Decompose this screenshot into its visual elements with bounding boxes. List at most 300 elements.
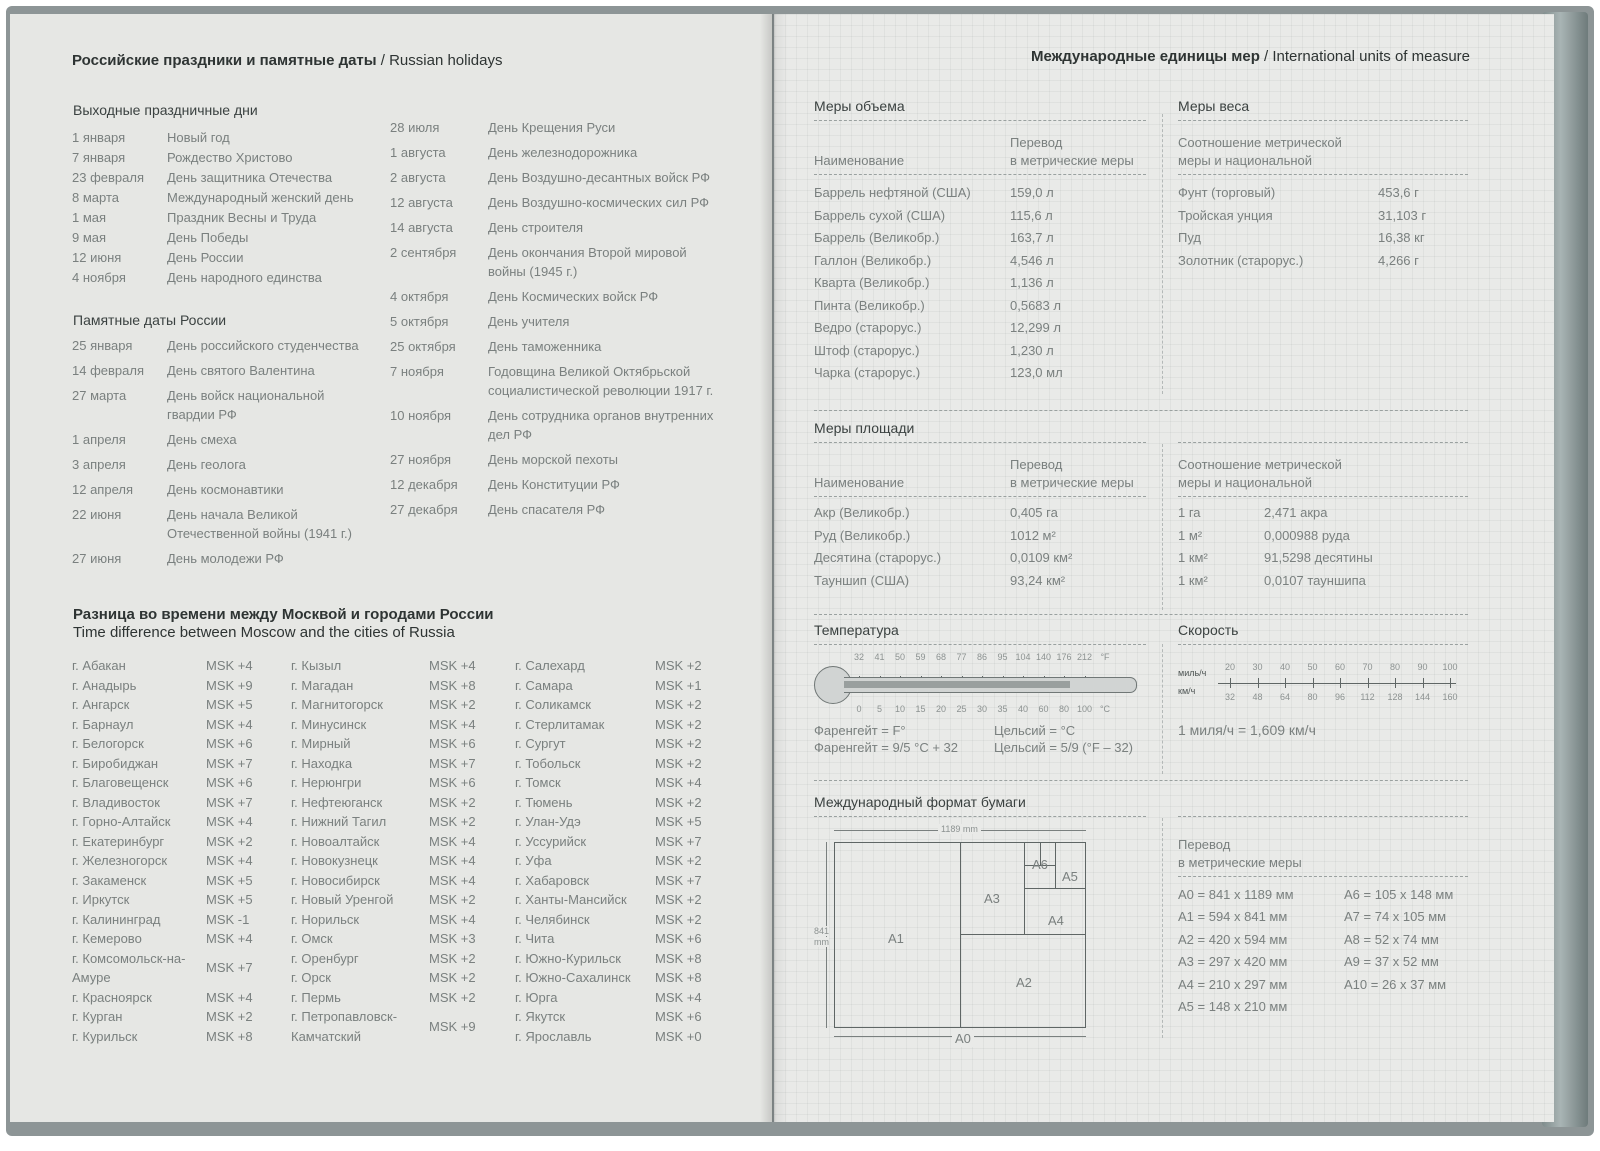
- a0-label: A0: [952, 1030, 974, 1047]
- f-tick-label: 59: [915, 652, 926, 662]
- table-row: [515, 773, 702, 793]
- time-diff-heading-ru: Разница во времени между Москвой и городами России: [73, 606, 494, 623]
- cell: День молодежи РФ: [167, 551, 284, 566]
- table-row: [291, 1007, 476, 1046]
- a4-label: A4: [1048, 913, 1064, 928]
- speed-tick: [1423, 678, 1424, 688]
- volume-col-conv-1: Перевод: [1010, 135, 1063, 150]
- table-row: [515, 656, 702, 676]
- kmh-tick-label: 64: [1279, 692, 1290, 702]
- cell: MSK +4: [429, 658, 476, 673]
- cell: День Победы: [167, 230, 249, 245]
- c-tick-label: °C: [1099, 704, 1111, 714]
- cell: День смеха: [167, 432, 237, 447]
- table-row: [72, 1007, 253, 1027]
- volume-weight-separator: [1162, 114, 1163, 394]
- weight-col-1: Соотношение метрической: [1178, 135, 1342, 150]
- cell: MSK +3: [429, 931, 476, 946]
- cell: 10 ноября: [390, 408, 452, 423]
- c-tick-label: 5: [876, 704, 882, 714]
- cell: MSK +0: [655, 1028, 702, 1044]
- cell: 7 января: [72, 150, 126, 165]
- c-tick-label: 60: [1038, 704, 1049, 714]
- cell: MSK +5: [206, 697, 253, 712]
- cell: MSK +5: [206, 892, 253, 907]
- cell: MSK +5: [655, 814, 702, 829]
- cell: г. Благовещенск: [72, 775, 169, 790]
- cell: День России: [167, 250, 244, 265]
- table-row: [814, 272, 1063, 295]
- paper-size-item: A8 = 52 x 74 мм: [1344, 931, 1439, 947]
- cell: г. Красноярск: [72, 989, 152, 1005]
- cell: День Конституции РФ: [488, 477, 620, 492]
- kmh-tick-label: 80: [1307, 692, 1318, 702]
- a5-divider: [1055, 842, 1056, 888]
- cell: 1 января: [72, 130, 126, 145]
- a4-divider: [1024, 888, 1086, 889]
- cell: г. Новый Уренгой: [291, 892, 394, 907]
- table-row: [291, 968, 476, 988]
- table-row: [515, 832, 702, 852]
- c-tick-label: 20: [935, 704, 946, 714]
- cell: MSK +2: [429, 950, 476, 966]
- table-row: [515, 988, 702, 1008]
- table-row: [515, 793, 702, 813]
- table-row: [72, 929, 253, 949]
- table-row: [1178, 525, 1373, 548]
- cell: День войск национальной гвардии РФ: [167, 388, 325, 422]
- area-ratio-2: меры и национальной: [1178, 475, 1313, 490]
- cell: 93,24 км²: [1010, 572, 1066, 588]
- cell: День российского студенчества: [167, 338, 359, 353]
- table-row: [291, 715, 476, 735]
- cell: MSK +4: [429, 911, 476, 927]
- paper-conv-rule: [1178, 816, 1468, 817]
- cell: г. Кызыл: [291, 658, 342, 673]
- speed-tick: [1285, 678, 1286, 688]
- table-row: [515, 1027, 702, 1047]
- cell: г. Самара: [515, 677, 573, 693]
- cell: MSK +2: [655, 794, 702, 810]
- cell: г. Находка: [291, 755, 353, 771]
- cell: MSK +6: [429, 775, 476, 790]
- c-tick-label: 30: [976, 704, 987, 714]
- cell: 123,0 мл: [1010, 365, 1063, 380]
- cell: г. Курильск: [72, 1028, 138, 1044]
- cell: Баррель (Великобр.): [814, 230, 940, 245]
- table-row: [72, 851, 253, 871]
- paper-size-item: A4 = 210 x 297 мм: [1178, 976, 1288, 992]
- cell: MSK +4: [429, 853, 476, 868]
- cell: День сотрудника органов внутренних дел РФ: [488, 408, 714, 442]
- area-separator: [1162, 444, 1163, 610]
- cell: г. Биробиджан: [72, 755, 159, 771]
- cell: MSK +4: [206, 989, 253, 1005]
- table-row: [72, 505, 372, 549]
- cell: 31,103 г: [1378, 207, 1427, 223]
- cell: MSK +4: [429, 716, 476, 732]
- table-row: [814, 547, 1072, 570]
- cell: 14 августа: [390, 220, 453, 235]
- cell: MSK +9: [206, 677, 253, 693]
- a1-label: A1: [888, 931, 904, 946]
- table-row: [291, 988, 476, 1008]
- table-row: [814, 227, 1063, 250]
- temp-speed-separator: [1162, 644, 1163, 774]
- cell: г. Белогорск: [72, 736, 144, 751]
- table-row: [72, 695, 253, 715]
- cell: г. Уфа: [515, 853, 552, 868]
- c-tick-label: 15: [915, 704, 926, 714]
- cell: 2 сентября: [390, 245, 457, 260]
- cell: MSK +2: [655, 853, 702, 868]
- cell: MSK +2: [655, 911, 702, 927]
- cell: Тройская унция: [1178, 207, 1273, 223]
- table-row: [814, 502, 1072, 525]
- table-row: [72, 988, 253, 1008]
- cell: 0,000988 руда: [1264, 527, 1350, 543]
- weight-heading: Меры веса: [1178, 98, 1250, 114]
- speed-scale: [1178, 662, 1468, 708]
- cell: Международный женский день: [167, 190, 354, 205]
- cities-col1: [72, 656, 253, 1046]
- table-row: [72, 248, 354, 268]
- cell: День морской пехоты: [488, 452, 619, 467]
- cell: г. Мирный: [291, 736, 351, 751]
- cell: Фунт (торговый): [1178, 185, 1276, 200]
- paper-sizes-right: [1344, 884, 1453, 996]
- cell: День геолога: [167, 457, 246, 472]
- kmh-tick-label: 48: [1252, 692, 1263, 702]
- cell: MSK +4: [206, 853, 253, 868]
- cell: MSK +2: [429, 814, 476, 829]
- paper-size-item: A10 = 26 x 37 мм: [1344, 976, 1447, 992]
- table-row: [72, 890, 253, 910]
- table-row: [72, 128, 354, 148]
- cell: MSK +7: [429, 755, 476, 771]
- area-ratio-rule: [1178, 442, 1468, 443]
- cell: MSK +1: [655, 677, 702, 693]
- cell: MSK +6: [429, 736, 476, 751]
- table-row: [72, 832, 253, 852]
- cell: 1 км²: [1178, 550, 1208, 565]
- cell: MSK +4: [206, 716, 253, 732]
- table-row: [72, 1027, 253, 1047]
- table-row: [390, 218, 723, 243]
- cell: 0,5683 л: [1010, 297, 1061, 313]
- mph-label: миль/ч: [1178, 668, 1207, 678]
- cell: 4,546 л: [1010, 252, 1054, 268]
- kmh-tick-label: 112: [1360, 692, 1375, 702]
- table-row: [72, 386, 372, 430]
- cell: г. Минусинск: [291, 716, 367, 732]
- mph-tick-label: 60: [1334, 662, 1345, 672]
- table-row: [72, 228, 354, 248]
- table-row: [72, 455, 372, 480]
- cell: 8 марта: [72, 190, 119, 205]
- cell: День защитника Отечества: [167, 170, 333, 185]
- table-row: [390, 168, 723, 193]
- thermometer-fill: [844, 681, 1070, 688]
- cell: 3 апреля: [72, 457, 126, 472]
- cell: г. Барнаул: [72, 716, 134, 732]
- cell: г. Кемерово: [72, 931, 142, 946]
- cell: MSK +8: [655, 970, 702, 985]
- cell: MSK +6: [206, 736, 253, 751]
- paper-conv-1: Перевод: [1178, 837, 1231, 852]
- table-row: [291, 832, 476, 852]
- cell: MSK +7: [206, 755, 253, 771]
- f-tick-label: 176: [1056, 652, 1072, 662]
- cell: 9 мая: [72, 230, 107, 245]
- paper-conv-2: в метрические меры: [1178, 855, 1302, 870]
- cell: MSK +2: [655, 658, 702, 673]
- cell: г. Сургут: [515, 736, 566, 751]
- cell: Штоф (старорус.): [814, 342, 920, 358]
- cell: MSK +8: [206, 1028, 253, 1044]
- paper-size-item: A5 = 148 x 210 мм: [1178, 999, 1288, 1015]
- a5-label: A5: [1062, 869, 1078, 884]
- table-row: [1178, 227, 1426, 250]
- volume-header-rule: [814, 174, 1146, 175]
- cell: MSK +8: [429, 677, 476, 693]
- cell: 12,299 л: [1010, 320, 1061, 335]
- cell: MSK +2: [429, 989, 476, 1005]
- cell: г. Новосибирск: [291, 872, 380, 888]
- table-row: [72, 336, 372, 361]
- table-row: [814, 250, 1063, 273]
- table-row: [390, 362, 723, 406]
- cell: г. Норильск: [291, 911, 360, 927]
- table-row: [72, 773, 253, 793]
- table-row: [291, 754, 476, 774]
- table-row: [72, 208, 354, 228]
- cell: 16,38 кг: [1378, 230, 1425, 245]
- cell: MSK +2: [429, 794, 476, 810]
- paper-size-item: A6 = 105 x 148 мм: [1344, 887, 1454, 902]
- height-label-2: mm: [814, 937, 829, 947]
- cell: Руд (Великобр.): [814, 527, 911, 543]
- paper-diagram: [814, 822, 1144, 1052]
- kmh-tick-label: 144: [1414, 692, 1431, 702]
- cell: День святого Валентина: [167, 363, 315, 378]
- cell: 12 декабря: [390, 477, 458, 492]
- cell: 27 марта: [72, 388, 127, 403]
- paper-size-item: A2 = 420 x 594 мм: [1178, 931, 1288, 947]
- table-row: [72, 480, 372, 505]
- mph-tick-label: 80: [1389, 662, 1400, 672]
- table-row: [390, 143, 723, 168]
- cell: 12 июня: [72, 250, 122, 265]
- table-row: [390, 406, 723, 450]
- table-row: [515, 1007, 702, 1027]
- c-tick-label: 25: [956, 704, 967, 714]
- speed-tick: [1258, 678, 1259, 688]
- cell: г. Южно-Сахалинск: [515, 970, 631, 985]
- area-col-conv-2: в метрические меры: [1010, 475, 1134, 490]
- table-row: [814, 182, 1063, 205]
- cell: MSK +4: [655, 775, 702, 790]
- table-row: [291, 773, 476, 793]
- cell: г. Магадан: [291, 677, 354, 693]
- cell: г. Нижний Тагил: [291, 814, 387, 829]
- cell: г. Омск: [291, 931, 333, 946]
- paper-size-item: A9 = 37 x 52 мм: [1344, 954, 1439, 970]
- cell: MSK +2: [429, 697, 476, 712]
- cell: 2,471 акра: [1264, 505, 1328, 520]
- a2-label: A2: [1016, 975, 1032, 990]
- cell: Новый год: [167, 130, 230, 145]
- f-tick-label: 104: [1015, 652, 1031, 662]
- cell: г. Улан-Удэ: [515, 814, 581, 829]
- cell: Тауншип (США): [814, 572, 910, 588]
- table-row: [814, 205, 1063, 228]
- table-row: [72, 430, 372, 455]
- table-row: [1178, 250, 1426, 273]
- cell: MSK +5: [206, 872, 253, 888]
- cell: Годовщина Великой Октябрьской социалистической революции 1917 г.: [488, 364, 714, 398]
- cell: MSK +4: [206, 931, 253, 946]
- cell: г. Соликамск: [515, 697, 591, 712]
- section-rule-1: [814, 410, 1468, 411]
- table-row: [515, 949, 702, 969]
- cell: MSK +2: [655, 755, 702, 771]
- cell: г. Петропавловск-Камчатский: [291, 1009, 398, 1044]
- cell: г. Ярославль: [515, 1028, 592, 1044]
- cities-col2: [291, 656, 476, 1046]
- cell: День Космических войск РФ: [488, 289, 659, 304]
- table-row: [291, 929, 476, 949]
- mph-tick-label: 20: [1224, 662, 1235, 672]
- cell: г. Комсомольск-на-Амуре: [72, 950, 186, 985]
- cell: 0,405 га: [1010, 505, 1058, 520]
- table-row: [1178, 205, 1426, 228]
- table-row: [72, 168, 354, 188]
- table-row: [72, 754, 253, 774]
- cell: 7 ноября: [390, 364, 444, 379]
- cell: 12 апреля: [72, 482, 133, 497]
- cell: 12 августа: [390, 195, 453, 210]
- f-tick-label: 86: [976, 652, 987, 662]
- kmh-label: км/ч: [1178, 686, 1196, 696]
- table-row: [72, 148, 354, 168]
- public-holidays-list: [72, 128, 354, 288]
- cell: 28 июля: [390, 120, 440, 135]
- c-tick-label: 40: [1017, 704, 1028, 714]
- paper-rule: [814, 816, 1146, 817]
- celsius-formula: Цельсий = 5/9 (°F – 32): [994, 740, 1134, 755]
- cell: г. Новоалтайск: [291, 833, 380, 849]
- table-row: [515, 676, 702, 696]
- table-row: [814, 295, 1063, 318]
- cell: 27 ноября: [390, 452, 452, 467]
- cell: MSK +6: [655, 931, 702, 946]
- area-ratio-table: [1178, 502, 1373, 592]
- speed-rule: [1178, 644, 1468, 645]
- cities-col3: [515, 656, 702, 1046]
- speed-heading: Скорость: [1178, 622, 1239, 638]
- a6-label: A6: [1032, 857, 1048, 872]
- table-row: [814, 362, 1063, 385]
- f-tick-label: 140: [1035, 652, 1052, 662]
- cell: г. Железногорск: [72, 853, 168, 868]
- table-row: [390, 450, 723, 475]
- cell: г. Якутск: [515, 1009, 566, 1024]
- table-row: [814, 570, 1072, 593]
- c-tick-label: 80: [1058, 704, 1069, 714]
- cell: 1 мая: [72, 210, 107, 225]
- cell: MSK +2: [655, 736, 702, 751]
- table-row: [72, 361, 372, 386]
- memorable-dates-col1: [72, 336, 392, 574]
- time-diff-heading-en: Time difference between Moscow and the cities of Russia: [73, 624, 455, 641]
- weight-rule: [1178, 120, 1468, 121]
- a2-divider: [960, 934, 1086, 935]
- cell: г. Южно-Курильск: [515, 950, 621, 966]
- cell: г. Екатеринбург: [72, 833, 165, 849]
- cell: День космонавтики: [167, 482, 284, 497]
- cell: г. Орск: [291, 970, 331, 985]
- mph-tick-label: 100: [1442, 662, 1458, 672]
- cell: 25 января: [72, 338, 133, 353]
- cell: 453,6 г: [1378, 185, 1419, 200]
- table-row: [291, 851, 476, 871]
- left-page: [10, 14, 772, 1122]
- table-row: [291, 695, 476, 715]
- table-row: [72, 910, 253, 930]
- volume-col-name: Наименование: [814, 153, 905, 168]
- cell: г. Иркутск: [72, 892, 130, 907]
- section-rule-3: [814, 780, 1468, 781]
- table-row: [72, 871, 253, 891]
- cell: Десятина (старорус.): [814, 550, 942, 565]
- table-row: [515, 715, 702, 735]
- cell: г. Анадырь: [72, 677, 137, 693]
- table-row: [390, 243, 723, 287]
- cell: г. Челябинск: [515, 911, 590, 927]
- cell: MSK +4: [429, 833, 476, 849]
- speed-tick: [1368, 678, 1369, 688]
- area-ratio-header-rule: [1178, 496, 1468, 497]
- table-row: [72, 812, 253, 832]
- cell: День таможенника: [488, 339, 602, 354]
- cell: г. Калининград: [72, 911, 161, 927]
- memorable-dates-heading: Памятные даты России: [73, 312, 227, 328]
- cell: 1 км²: [1178, 572, 1208, 588]
- table-row: [291, 793, 476, 813]
- cell: День спасателя РФ: [488, 502, 606, 517]
- cell: MSK +8: [655, 950, 702, 966]
- temperature-rule: [814, 644, 1146, 645]
- c-tick-label: 0: [856, 704, 862, 714]
- weight-col-2: меры и национальной: [1178, 153, 1313, 168]
- cell: 27 июня: [72, 551, 122, 566]
- weight-header-rule: [1178, 174, 1468, 175]
- cell: г. Ангарск: [72, 697, 130, 712]
- table-row: [515, 754, 702, 774]
- cell: Баррель нефтяной (США): [814, 185, 971, 200]
- cell: День начала Великой Отечественной войны (1941 г.): [167, 507, 352, 541]
- cell: 23 февраля: [72, 170, 144, 185]
- cell: 22 июня: [72, 507, 122, 522]
- cell: День Воздушно-космических сил РФ: [488, 195, 709, 210]
- table-row: [515, 910, 702, 930]
- f-tick-label: 212: [1076, 652, 1093, 662]
- cell: MSK +7: [655, 833, 702, 849]
- cell: MSK +4: [206, 658, 253, 673]
- cell: Баррель сухой (США): [814, 207, 946, 223]
- cell: 4,266 г: [1378, 252, 1419, 268]
